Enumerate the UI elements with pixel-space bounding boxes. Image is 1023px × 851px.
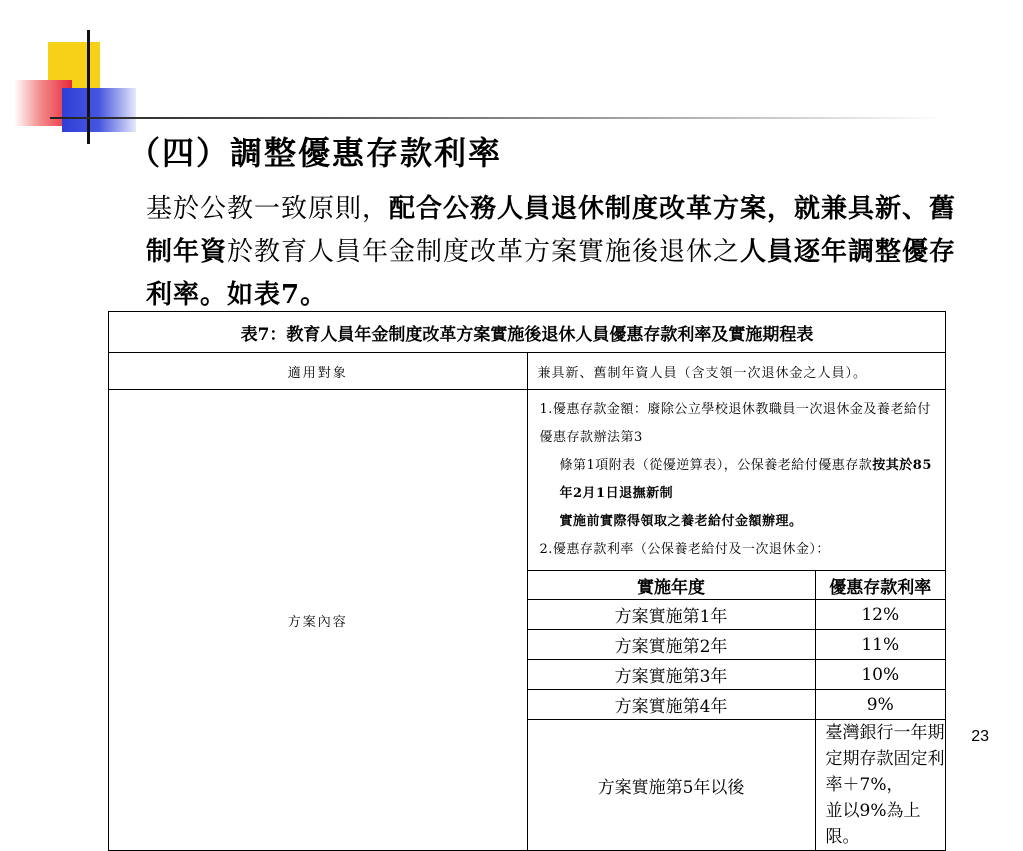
table-row <box>109 390 946 851</box>
table-row <box>109 353 946 390</box>
table-row <box>528 660 946 690</box>
decor-blue-square <box>62 88 136 132</box>
rate-cell-line-2: 並以9%為上限。 <box>825 801 921 847</box>
table-row <box>528 630 946 660</box>
table-row <box>528 690 946 720</box>
interest-rate-table <box>108 311 946 851</box>
year-cell: 方案實施第5年以後 <box>528 720 816 851</box>
intro-text-4: 人員逐年調整優存利率。如表7。 <box>146 237 957 310</box>
intro-text-2: 配合公務人員退休制度改革方案，就兼具新、舊制年資 <box>146 194 957 267</box>
rate-header-row <box>528 571 946 600</box>
rate-schedule-table <box>528 570 946 850</box>
intro-paragraph <box>146 188 976 317</box>
plan-item-1-line-2 <box>540 452 938 508</box>
year-cell: 方案實施第1年 <box>528 600 816 630</box>
plan-content-label: 方案內容 <box>109 390 528 851</box>
rate-cell: 9% <box>815 690 945 720</box>
table-row <box>528 600 946 630</box>
header-rate: 優惠存款利率 <box>815 571 945 600</box>
plan-description <box>528 390 946 570</box>
page-number: 23 <box>971 728 989 745</box>
applicable-value: 兼具新、舊制年資人員（含支領一次退休金之人員）。 <box>527 353 946 390</box>
decor-vertical-line <box>87 30 90 144</box>
rate-cell: 12% <box>815 600 945 630</box>
plan-item-1-line-3: 實施前實際得領取之養老給付金額辦理。 <box>559 514 803 529</box>
plan-item-1-line-1: 1.優惠存款金額：廢除公立學校退休教職員一次退休金及養老給付優惠存款辦法第3 <box>539 402 931 445</box>
year-cell: 方案實施第4年 <box>528 690 816 720</box>
year-cell: 方案實施第2年 <box>528 630 816 660</box>
slide-title: （四）調整優惠存款利率 <box>128 134 503 172</box>
rate-cell-line-1: 臺灣銀行一年期定期存款固定利率＋7%， <box>825 723 945 795</box>
plan-item-2: 2.優惠存款利率（公保養老給付及一次退休金）： <box>539 542 830 557</box>
plan-item-1-bold: 按其於85年2月1日退撫新制 <box>559 458 932 501</box>
table-caption: 表7：教育人員年金制度改革方案實施後退休人員優惠存款利率及實施期程表 <box>109 312 946 353</box>
header-year: 實施年度 <box>528 571 816 600</box>
intro-text-1: 基於公教一致原則， <box>146 194 390 224</box>
rate-cell: 11% <box>815 630 945 660</box>
plan-content-cell <box>527 390 946 851</box>
applicable-label: 適用對象 <box>109 353 528 390</box>
rate-cell: 10% <box>815 660 945 690</box>
table-caption-row <box>109 312 946 353</box>
decor-horizontal-line <box>50 117 945 119</box>
intro-text-3: 於教育人員年金制度改革方案實施後退休之 <box>227 237 741 267</box>
rate-cell <box>815 720 945 851</box>
plan-item-1-text: 條第1項附表（從優逆算表），公保養老給付優惠存款 <box>559 458 873 473</box>
year-cell: 方案實施第3年 <box>528 660 816 690</box>
table-row <box>528 720 946 851</box>
